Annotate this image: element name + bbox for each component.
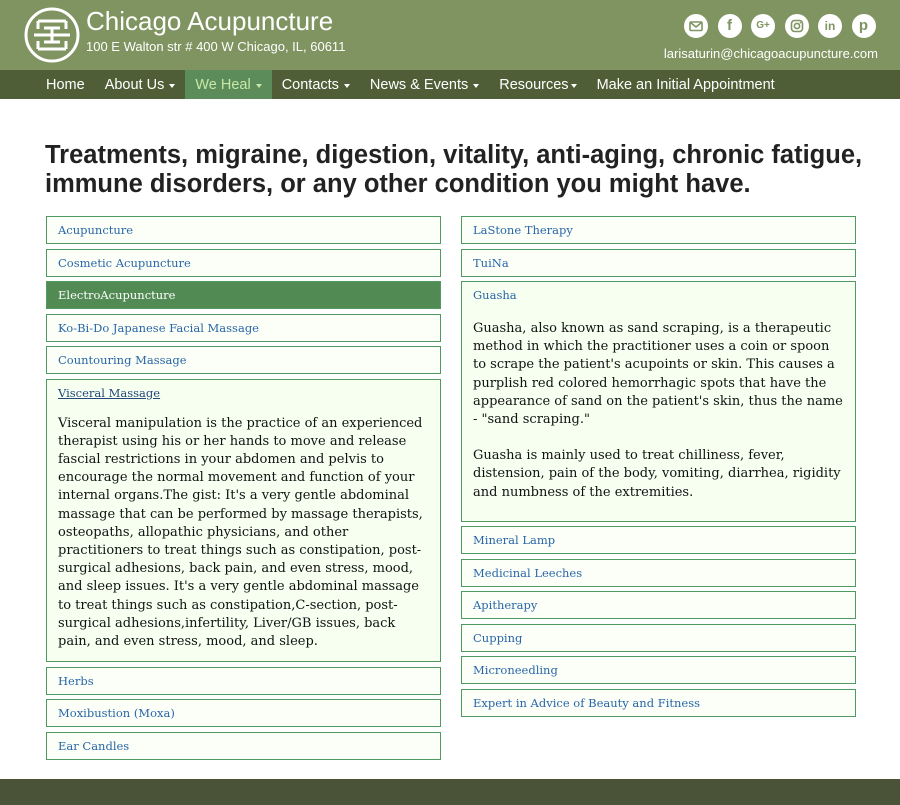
panel-header[interactable]: Mineral Lamp	[473, 533, 556, 548]
social-links	[684, 14, 876, 39]
main-navigation	[0, 70, 900, 99]
panel-guasha	[461, 281, 856, 522]
google-plus-icon[interactable]: G+	[751, 14, 775, 38]
panel-lastone-therapy	[461, 216, 856, 244]
caret-down-icon	[169, 84, 175, 88]
panel-microneedling	[461, 656, 856, 684]
panel-header[interactable]: Expert in Advice of Beauty and Fitness	[473, 695, 701, 710]
panel-text: Visceral manipulation is the practice of an experienced therapist using his or her hands to move and release fascial restrictions in your abdomen and pelvis to encourage the normal movement and function of your internal organs.The gist: It's a very gentle abdominal massage that can be performed by massage therapists, osteopaths, allopathic physicians, and other practitioners to treat things such as constipation, post-surgical adhesions, back pain, and even stress, mood, and sleep issues. It's a very gentle abdominal massage to treat things such as constipation,C-section, post-surgical adhesions,infertility, Liver/GB issues, back pain, and even stress, mood, and sleep.	[58, 415, 423, 649]
nav-contacts[interactable]	[272, 70, 360, 99]
nav-news-events-label: News & Events	[369, 76, 469, 93]
mail-icon[interactable]	[684, 14, 708, 38]
panel-herbs	[46, 667, 441, 695]
panel-header[interactable]: LaStone Therapy	[473, 223, 573, 237]
panel-text: Guasha, also known as sand scraping, is a therapeutic method in which the practitioner uses a coin or spoon to scrape the patient's acupoints or skin. This causes a purplish red colored hemorrhagic spots that have the appearance of sand on the patient's skin, thus the name - "sand scraping."	[473, 321, 843, 428]
panel-moxibustion	[46, 699, 441, 727]
panel-tuina	[461, 249, 856, 277]
panel-cosmetic-acupuncture	[46, 249, 441, 277]
caret-down-icon	[571, 84, 577, 88]
panel-header[interactable]: Apitherapy	[473, 598, 538, 613]
panel-header[interactable]: TuiNa	[473, 255, 509, 270]
panel-visceral-massage	[46, 379, 441, 663]
treatments-left-column	[46, 216, 441, 764]
nav-news-events[interactable]	[360, 70, 489, 99]
panel-body	[462, 308, 855, 521]
site-footer	[0, 779, 900, 805]
panel-header[interactable]: Cupping	[473, 630, 523, 645]
treatments-right-column	[461, 216, 856, 721]
site-header	[0, 0, 900, 70]
pinterest-icon[interactable]: p	[852, 14, 876, 38]
nav-home-label: Home	[46, 76, 85, 93]
panel-header[interactable]: Microneedling	[473, 663, 558, 678]
site-address: 100 E Walton str # 400 W Chicago, IL, 60611	[86, 39, 346, 54]
panel-medicinal-leeches	[461, 559, 856, 587]
caret-down-icon	[344, 84, 350, 88]
contact-email[interactable]: larisaturin@chicagoacupuncture.com	[663, 46, 878, 61]
main-content	[0, 99, 900, 779]
panel-ear-candles	[46, 732, 441, 760]
nav-initial-appointment[interactable]	[587, 70, 785, 99]
panel-body	[47, 406, 440, 662]
panel-header[interactable]: Medicinal Leeches	[473, 565, 583, 580]
panel-header[interactable]: Acupuncture	[58, 223, 134, 237]
panel-text: Guasha is mainly used to treat chilliness, fever, distension, pain of the body, vomiting, diarrhea, rigidity and numbness of the extremities.	[473, 448, 841, 500]
panel-mineral-lamp	[461, 526, 856, 554]
panel-beauty-fitness-advice	[461, 689, 856, 717]
page-heading: Treatments, migraine, digestion, vitality, anti-aging, chronic fatigue, immune disorders, or any other condition you might have.	[45, 141, 863, 198]
panel-electroacupuncture	[46, 281, 441, 309]
panel-apitherapy	[461, 591, 856, 619]
panel-header[interactable]: Ear Candles	[58, 738, 130, 753]
panel-ko-bi-do-massage	[46, 314, 441, 342]
logo-icon[interactable]	[24, 7, 80, 63]
panel-header[interactable]: Visceral Massage	[58, 385, 161, 400]
panel-header[interactable]: Cosmetic Acupuncture	[58, 255, 191, 270]
panel-header[interactable]: Ko-Bi-Do Japanese Facial Massage	[58, 320, 259, 335]
panel-countouring-massage	[46, 346, 441, 374]
panel-header[interactable]: ElectroAcupuncture	[47, 282, 440, 308]
linkedin-icon[interactable]: in	[818, 14, 842, 38]
panel-header[interactable]: Herbs	[58, 673, 94, 688]
caret-down-icon	[256, 84, 262, 88]
panel-acupuncture	[46, 216, 441, 244]
nav-we-heal-label: We Heal	[195, 76, 251, 93]
nav-resources-label: Resources	[499, 76, 569, 93]
facebook-icon[interactable]: f	[718, 14, 742, 38]
nav-home[interactable]	[36, 70, 95, 99]
nav-initial-appointment-label: Make an Initial Appointment	[596, 76, 775, 93]
site-title[interactable]: Chicago Acupuncture	[86, 6, 334, 36]
nav-contacts-label: Contacts	[281, 76, 339, 93]
panel-header[interactable]: Countouring Massage	[58, 353, 187, 367]
caret-down-icon	[473, 84, 479, 88]
nav-about-us[interactable]	[95, 70, 186, 99]
panel-cupping	[461, 624, 856, 652]
nav-we-heal[interactable]	[185, 70, 271, 99]
panel-header[interactable]: Moxibustion (Moxa)	[58, 706, 175, 721]
instagram-icon[interactable]	[785, 14, 809, 38]
panel-header[interactable]: Guasha	[473, 288, 517, 302]
nav-about-us-label: About Us	[104, 76, 165, 93]
nav-resources[interactable]	[489, 70, 586, 99]
